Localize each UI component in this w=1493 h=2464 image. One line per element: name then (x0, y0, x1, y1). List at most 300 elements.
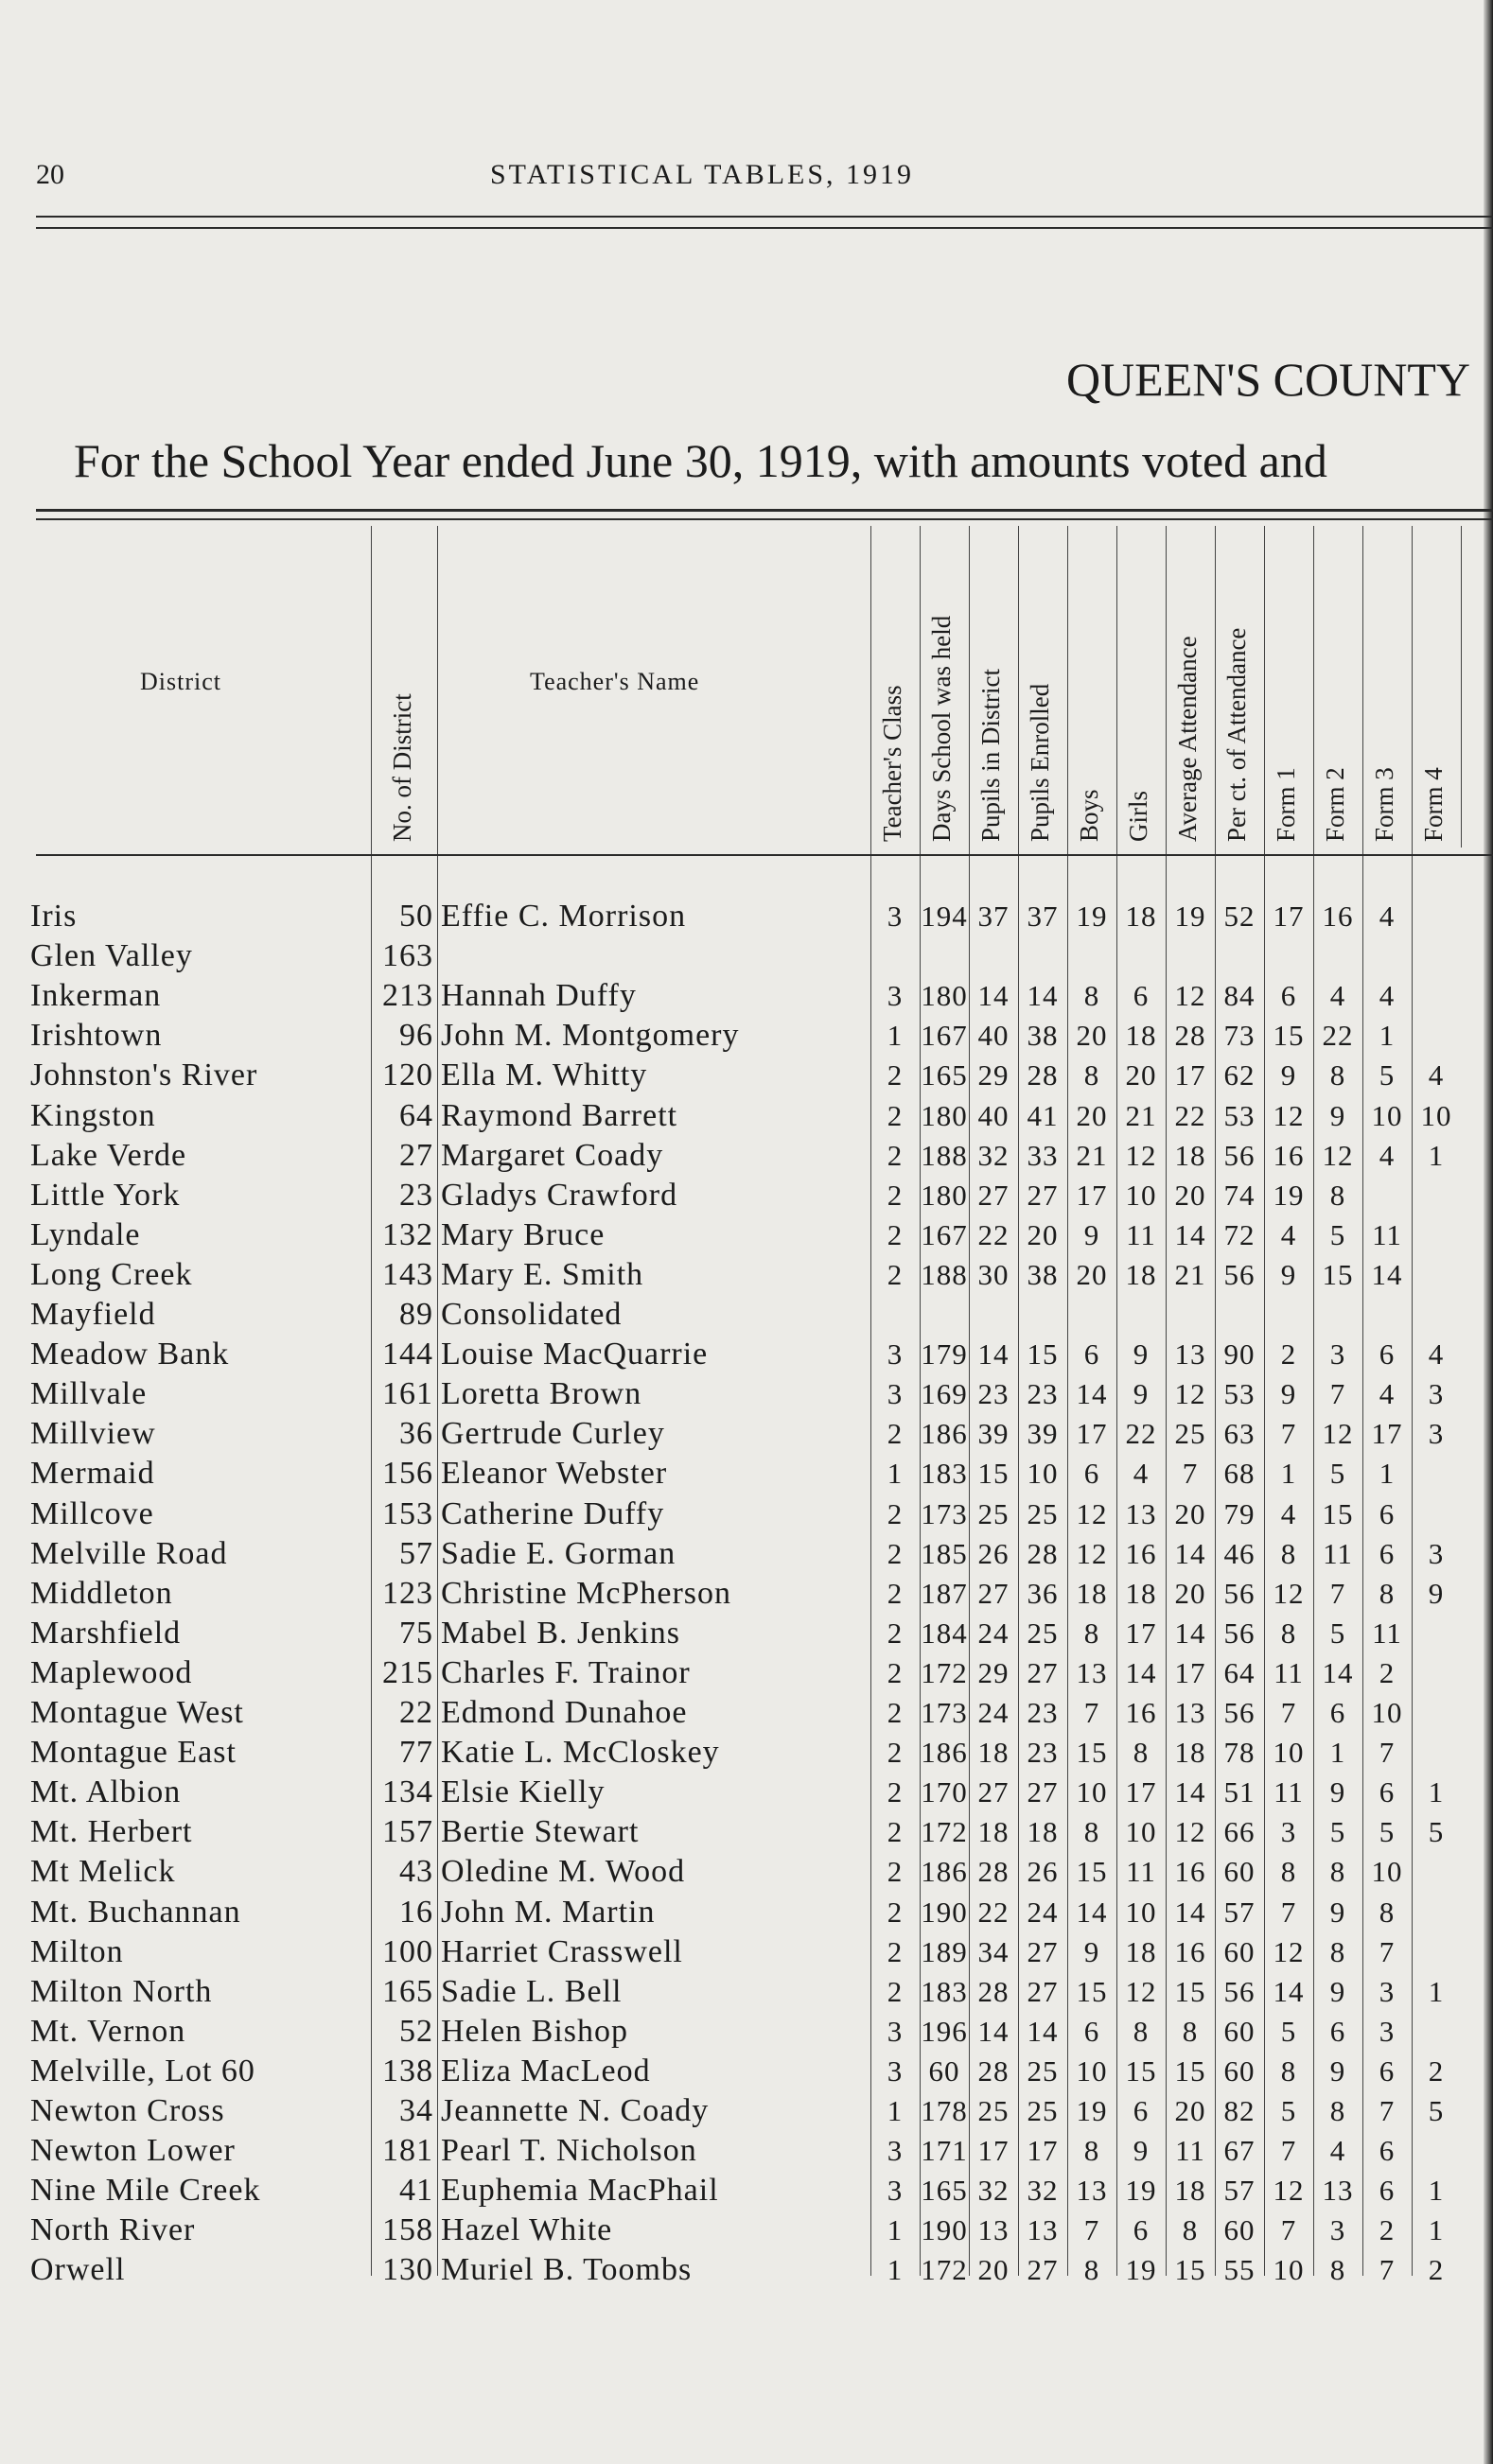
table-row (0, 1494, 1493, 1534)
cell-pd: 17 (977, 2134, 1010, 2168)
teacher-name: Muriel B. Toombs (441, 2252, 693, 2288)
cell-girls: 8 (1133, 2014, 1150, 2048)
cell-f2: 5 (1329, 1815, 1346, 1849)
cell-pct: 90 (1223, 1337, 1256, 1372)
cell-avg: 18 (1174, 1736, 1206, 1770)
cell-pd: 27 (977, 1576, 1010, 1610)
cell-f3: 11 (1372, 1217, 1402, 1251)
cell-pct: 74 (1223, 1178, 1256, 1212)
cell-cls: 2 (887, 1815, 904, 1849)
cell-cls: 3 (887, 2134, 904, 2168)
cell-f3: 6 (1379, 2053, 1396, 2088)
cell-f1: 12 (1273, 1576, 1305, 1610)
district-number: 57 (399, 1535, 433, 1571)
cell-f3: 7 (1379, 2094, 1396, 2127)
district-name: Mayfield (30, 1297, 156, 1332)
teacher-name: Catherine Duffy (441, 1495, 665, 1531)
cell-pct: 73 (1223, 1019, 1256, 1053)
teacher-name: Margaret Coady (441, 1137, 664, 1173)
cell-f1: 8 (1280, 1855, 1297, 1889)
district-number: 144 (382, 1337, 433, 1372)
cell-girls: 9 (1133, 1337, 1150, 1372)
cell-f3: 1 (1379, 1457, 1396, 1491)
cell-days: 60 (928, 2053, 960, 2088)
cell-f3: 6 (1379, 2174, 1396, 2208)
cell-pe: 20 (1027, 1217, 1059, 1251)
district-name: Long Creek (30, 1256, 193, 1292)
table-row (0, 2012, 1493, 2052)
district-name: Mt Melick (30, 1854, 176, 1890)
cell-cls: 1 (887, 1457, 904, 1491)
cell-girls: 11 (1126, 1855, 1156, 1889)
col-divider (1461, 526, 1462, 848)
cell-days: 171 (921, 2134, 968, 2168)
cell-cls: 1 (887, 2213, 904, 2247)
cell-pct: 63 (1223, 1417, 1256, 1451)
cell-pct: 53 (1223, 1098, 1256, 1132)
teacher-name: Sadie E. Gorman (441, 1535, 676, 1571)
cell-f1: 10 (1273, 2253, 1305, 2287)
cell-f3: 7 (1379, 1736, 1396, 1770)
running-title: STATISTICAL TABLES, 1919 (490, 159, 915, 190)
teacher-name: Hannah Duffy (441, 978, 637, 1014)
cell-pd: 23 (977, 1377, 1010, 1411)
teacher-name: Consolidated (441, 1297, 623, 1332)
table-row (0, 976, 1493, 1016)
cell-days: 179 (921, 1337, 968, 1372)
cell-boys: 6 (1083, 2014, 1100, 2048)
teacher-name: Oledine M. Wood (441, 1854, 686, 1890)
cell-f2: 8 (1329, 1855, 1346, 1889)
cell-girls: 16 (1125, 1536, 1157, 1570)
cell-f3: 4 (1379, 979, 1396, 1013)
cell-boys: 21 (1076, 1138, 1108, 1172)
cell-f3: 17 (1371, 1417, 1403, 1451)
cell-f3: 4 (1379, 1138, 1396, 1172)
cell-pct: 57 (1223, 1895, 1256, 1929)
cell-f2: 7 (1329, 1576, 1346, 1610)
page-number: 20 (36, 159, 64, 190)
cell-cls: 2 (887, 1855, 904, 1889)
cell-pd: 22 (977, 1895, 1010, 1929)
cell-avg: 14 (1174, 1217, 1206, 1251)
cell-boys: 9 (1083, 1934, 1100, 1968)
cell-avg: 20 (1174, 1576, 1206, 1610)
cell-days: 189 (921, 1934, 968, 1968)
cell-days: 169 (921, 1377, 968, 1411)
cell-days: 190 (921, 1895, 968, 1929)
district-number: 96 (399, 1018, 433, 1054)
col-header-pupils-enrolled: Pupils Enrolled (1026, 683, 1054, 842)
cell-f1: 1 (1280, 1457, 1297, 1491)
cell-f3: 6 (1379, 1496, 1396, 1530)
district-name: Middleton (30, 1575, 173, 1611)
cell-f1: 14 (1273, 1974, 1305, 2008)
teacher-name: Bertie Stewart (441, 1814, 640, 1850)
cell-f3: 3 (1379, 2014, 1396, 2048)
district-name: Milton North (30, 1973, 213, 2009)
cell-days: 186 (921, 1417, 968, 1451)
cell-days: 172 (921, 1655, 968, 1689)
cell-girls: 6 (1133, 979, 1150, 1013)
cell-pe: 25 (1027, 1616, 1059, 1650)
cell-pct: 56 (1223, 1974, 1256, 2008)
cell-boys: 8 (1083, 2253, 1100, 2287)
cell-pe: 25 (1027, 1496, 1059, 1530)
district-name: Milton (30, 1933, 124, 1969)
cell-f2: 6 (1329, 2014, 1346, 2048)
cell-pct: 52 (1223, 900, 1256, 933)
cell-f3: 10 (1371, 1696, 1403, 1729)
cell-f4: 3 (1428, 1377, 1445, 1411)
district-number: 161 (382, 1376, 433, 1412)
cell-pct: 56 (1223, 1616, 1256, 1650)
cell-f4: 2 (1428, 2053, 1445, 2088)
cell-cls: 3 (887, 2053, 904, 2088)
cell-boys: 12 (1076, 1496, 1108, 1530)
cell-days: 187 (921, 1576, 968, 1610)
cell-avg: 19 (1174, 900, 1206, 933)
table-row (0, 1932, 1493, 1972)
cell-f1: 15 (1273, 1019, 1305, 1053)
cell-f4: 5 (1428, 2094, 1445, 2127)
cell-f1: 19 (1273, 1178, 1305, 1212)
cell-cls: 1 (887, 2253, 904, 2287)
cell-f1: 9 (1280, 1257, 1297, 1291)
cell-pd: 26 (977, 1536, 1010, 1570)
cell-days: 183 (921, 1974, 968, 2008)
table-row (0, 1454, 1493, 1494)
col-header-teacher-name: Teacher's Name (530, 668, 700, 695)
cell-f2: 8 (1329, 1058, 1346, 1092)
cell-f2: 1 (1329, 1736, 1346, 1770)
cell-f1: 7 (1280, 1895, 1297, 1929)
cell-avg: 18 (1174, 2174, 1206, 2208)
district-number: 89 (399, 1297, 433, 1332)
col-header-form1: Form 1 (1272, 767, 1300, 842)
teacher-name: Gertrude Curley (441, 1416, 665, 1452)
cell-boys: 13 (1076, 1655, 1108, 1689)
cell-avg: 15 (1174, 1974, 1206, 2008)
cell-pct: 82 (1223, 2094, 1256, 2127)
table-row (0, 1255, 1493, 1295)
teacher-name: Hazel White (441, 2212, 613, 2248)
cell-cls: 3 (887, 979, 904, 1013)
cell-boys: 15 (1076, 1736, 1108, 1770)
cell-pe: 15 (1027, 1337, 1059, 1372)
district-name: Orwell (30, 2252, 126, 2288)
cell-avg: 16 (1174, 1934, 1206, 1968)
cell-f3: 8 (1379, 1895, 1396, 1929)
cell-f2: 4 (1329, 2134, 1346, 2168)
cell-f1: 7 (1280, 1696, 1297, 1729)
district-number: 163 (382, 938, 433, 974)
cell-pct: 62 (1223, 1058, 1256, 1092)
cell-boys: 20 (1076, 1257, 1108, 1291)
cell-days: 185 (921, 1536, 968, 1570)
cell-avg: 17 (1174, 1655, 1206, 1689)
cell-pd: 40 (977, 1098, 1010, 1132)
cell-pd: 13 (977, 2213, 1010, 2247)
cell-girls: 11 (1126, 1217, 1156, 1251)
cell-pct: 53 (1223, 1377, 1256, 1411)
cell-f1: 5 (1280, 2094, 1297, 2127)
cell-pd: 18 (977, 1736, 1010, 1770)
table-row (0, 1056, 1493, 1095)
cell-girls: 16 (1125, 1696, 1157, 1729)
table-row (0, 1733, 1493, 1773)
table-row (0, 2250, 1493, 2290)
cell-f4: 10 (1420, 1098, 1452, 1132)
cell-boys: 19 (1076, 2094, 1108, 2127)
cell-girls: 15 (1125, 2053, 1157, 2088)
cell-cls: 2 (887, 1696, 904, 1729)
col-header-form4: Form 4 (1419, 767, 1448, 842)
cell-f2: 3 (1329, 1337, 1346, 1372)
cell-f4: 3 (1428, 1417, 1445, 1451)
cell-avg: 20 (1174, 1496, 1206, 1530)
cell-cls: 2 (887, 1934, 904, 1968)
cell-cls: 1 (887, 2094, 904, 2127)
cell-pd: 15 (977, 1457, 1010, 1491)
cell-boys: 7 (1083, 1696, 1100, 1729)
cell-girls: 21 (1125, 1098, 1157, 1132)
district-name: Montague East (30, 1735, 237, 1771)
cell-girls: 9 (1133, 2134, 1150, 2168)
cell-f2: 3 (1329, 2213, 1346, 2247)
cell-f1: 7 (1280, 2134, 1297, 2168)
cell-boys: 8 (1083, 1616, 1100, 1650)
cell-f2: 5 (1329, 1616, 1346, 1650)
cell-avg: 14 (1174, 1895, 1206, 1929)
cell-days: 172 (921, 2253, 968, 2287)
district-name: Montague West (30, 1695, 244, 1730)
cell-boys: 14 (1076, 1377, 1108, 1411)
cell-pe: 37 (1027, 900, 1059, 933)
cell-f3: 2 (1379, 1655, 1396, 1689)
cell-f1: 12 (1273, 1098, 1305, 1132)
cell-cls: 2 (887, 1257, 904, 1291)
cell-f1: 17 (1273, 900, 1305, 933)
cell-pct: 46 (1223, 1536, 1256, 1570)
cell-f1: 12 (1273, 2174, 1305, 2208)
cell-f3: 7 (1379, 1934, 1396, 1968)
cell-f3: 5 (1379, 1815, 1396, 1849)
district-name: Mt. Albion (30, 1774, 182, 1810)
cell-f1: 6 (1280, 979, 1297, 1013)
table-row (0, 1295, 1493, 1335)
district-number: 50 (399, 899, 433, 934)
teacher-name: Helen Bishop (441, 2013, 629, 2049)
district-name: Irishtown (30, 1018, 163, 1054)
cell-days: 186 (921, 1855, 968, 1889)
col-header-form3: Form 3 (1370, 767, 1398, 842)
cell-f2: 12 (1322, 1138, 1354, 1172)
district-name: Mermaid (30, 1456, 155, 1492)
cell-f1: 9 (1280, 1058, 1297, 1092)
cell-f3: 1 (1379, 1019, 1396, 1053)
teacher-name: Effie C. Morrison (441, 899, 687, 934)
cell-girls: 6 (1133, 2094, 1150, 2127)
teacher-name: Edmond Dunahoe (441, 1695, 688, 1730)
teacher-name: Eleanor Webster (441, 1456, 668, 1492)
header-rule-top (36, 216, 1493, 218)
cell-f1: 11 (1273, 1655, 1304, 1689)
cell-avg: 13 (1174, 1696, 1206, 1729)
cell-pd: 32 (977, 1138, 1010, 1172)
cell-f1: 12 (1273, 1934, 1305, 1968)
cell-girls: 19 (1125, 2174, 1157, 2208)
teacher-name: Gladys Crawford (441, 1177, 678, 1213)
cell-cls: 3 (887, 2174, 904, 2208)
teacher-name: Raymond Barrett (441, 1097, 678, 1133)
cell-pd: 20 (977, 2253, 1010, 2287)
cell-cls: 2 (887, 1217, 904, 1251)
cell-pd: 14 (977, 979, 1010, 1013)
cell-avg: 11 (1175, 2134, 1205, 2168)
district-name: Melville, Lot 60 (30, 2053, 255, 2088)
cell-f2: 11 (1323, 1536, 1353, 1570)
district-number: 156 (382, 1456, 433, 1492)
cell-girls: 10 (1125, 1815, 1157, 1849)
cell-girls: 18 (1125, 1019, 1157, 1053)
district-number: 213 (382, 978, 433, 1014)
teacher-name: Ella M. Whitty (441, 1057, 648, 1093)
district-name: Little York (30, 1177, 181, 1213)
cell-days: 184 (921, 1616, 968, 1650)
cell-girls: 18 (1125, 900, 1157, 933)
cell-pe: 18 (1027, 1815, 1059, 1849)
cell-pct: 79 (1223, 1496, 1256, 1530)
cell-cls: 2 (887, 1496, 904, 1530)
cell-cls: 2 (887, 1895, 904, 1929)
cell-pd: 14 (977, 2014, 1010, 2048)
cell-f2: 5 (1329, 1457, 1346, 1491)
district-name: Kingston (30, 1097, 156, 1133)
cell-girls: 10 (1125, 1895, 1157, 1929)
col-header-days-held: Days School was held (927, 615, 956, 842)
cell-cls: 2 (887, 1138, 904, 1172)
cell-girls: 10 (1125, 1178, 1157, 1212)
cell-pct: 60 (1223, 2014, 1256, 2048)
county-title: QUEEN'S COUNTY (1065, 353, 1470, 406)
cell-pct: 60 (1223, 1855, 1256, 1889)
cell-f3: 10 (1371, 1855, 1403, 1889)
cell-boys: 14 (1076, 1895, 1108, 1929)
cell-days: 190 (921, 2213, 968, 2247)
cell-cls: 1 (887, 1019, 904, 1053)
cell-f2: 8 (1329, 2253, 1346, 2287)
cell-f4: 1 (1428, 1974, 1445, 2008)
cell-pe: 28 (1027, 1058, 1059, 1092)
cell-avg: 28 (1174, 1019, 1206, 1053)
cell-f2: 9 (1329, 1098, 1346, 1132)
district-number: 41 (399, 2173, 433, 2209)
cell-f4: 4 (1428, 1337, 1445, 1372)
cell-pe: 28 (1027, 1536, 1059, 1570)
cell-avg: 17 (1174, 1058, 1206, 1092)
cell-f1: 8 (1280, 2053, 1297, 2088)
cell-pd: 32 (977, 2174, 1010, 2208)
district-name: Lake Verde (30, 1137, 187, 1173)
cell-pe: 38 (1027, 1257, 1059, 1291)
table-row (0, 1215, 1493, 1255)
cell-f1: 11 (1273, 1775, 1304, 1809)
cell-f2: 14 (1322, 1655, 1354, 1689)
table-row (0, 1335, 1493, 1374)
cell-avg: 25 (1174, 1417, 1206, 1451)
cell-pct: 60 (1223, 2213, 1256, 2247)
cell-days: 173 (921, 1496, 968, 1530)
cell-pd: 27 (977, 1178, 1010, 1212)
table-row (0, 1693, 1493, 1733)
cell-boys: 18 (1076, 1576, 1108, 1610)
district-number: 100 (382, 1933, 433, 1969)
cell-days: 167 (921, 1217, 968, 1251)
district-number: 143 (382, 1256, 433, 1292)
teacher-name: Euphemia MacPhail (441, 2173, 719, 2209)
cell-avg: 12 (1174, 1377, 1206, 1411)
cell-boys: 9 (1083, 1217, 1100, 1251)
district-name: Nine Mile Creek (30, 2173, 261, 2209)
cell-f2: 8 (1329, 1178, 1346, 1212)
cell-girls: 18 (1125, 1576, 1157, 1610)
table-top-rule-2 (36, 518, 1493, 520)
table-row (0, 1016, 1493, 1056)
teacher-name: Pearl T. Nicholson (441, 2133, 697, 2169)
cell-days: 172 (921, 1815, 968, 1849)
cell-boys: 6 (1083, 1337, 1100, 1372)
cell-pct: 60 (1223, 2053, 1256, 2088)
district-number: 64 (399, 1097, 433, 1133)
district-number: 134 (382, 1774, 433, 1810)
cell-boys: 19 (1076, 900, 1108, 933)
cell-pd: 24 (977, 1616, 1010, 1650)
cell-cls: 2 (887, 1098, 904, 1132)
cell-f2: 7 (1329, 1377, 1346, 1411)
cell-avg: 13 (1174, 1337, 1206, 1372)
district-name: Newton Cross (30, 2093, 225, 2128)
cell-pe: 27 (1027, 2253, 1059, 2287)
teacher-name: Mary Bruce (441, 1216, 606, 1252)
cell-boys: 7 (1083, 2213, 1100, 2247)
cell-days: 183 (921, 1457, 968, 1491)
cell-days: 180 (921, 1098, 968, 1132)
cell-pd: 18 (977, 1815, 1010, 1849)
cell-pct: 55 (1223, 2253, 1256, 2287)
cell-cls: 3 (887, 1377, 904, 1411)
table-row (0, 1096, 1493, 1136)
cell-pct: 56 (1223, 1257, 1256, 1291)
col-header-girls: Girls (1124, 791, 1152, 842)
cell-f4: 5 (1428, 1815, 1445, 1849)
cell-days: 196 (921, 2014, 968, 2048)
cell-cls: 2 (887, 1417, 904, 1451)
district-name: Millcove (30, 1495, 154, 1531)
cell-f1: 4 (1280, 1217, 1297, 1251)
cell-days: 188 (921, 1257, 968, 1291)
cell-girls: 13 (1125, 1496, 1157, 1530)
district-name: Mt. Herbert (30, 1814, 193, 1850)
cell-girls: 4 (1133, 1457, 1150, 1491)
cell-f4: 4 (1428, 1058, 1445, 1092)
cell-avg: 15 (1174, 2053, 1206, 2088)
cell-pe: 13 (1027, 2213, 1059, 2247)
cell-avg: 21 (1174, 1257, 1206, 1291)
table-row (0, 1534, 1493, 1574)
cell-f1: 7 (1280, 2213, 1297, 2247)
table-row (0, 1414, 1493, 1454)
